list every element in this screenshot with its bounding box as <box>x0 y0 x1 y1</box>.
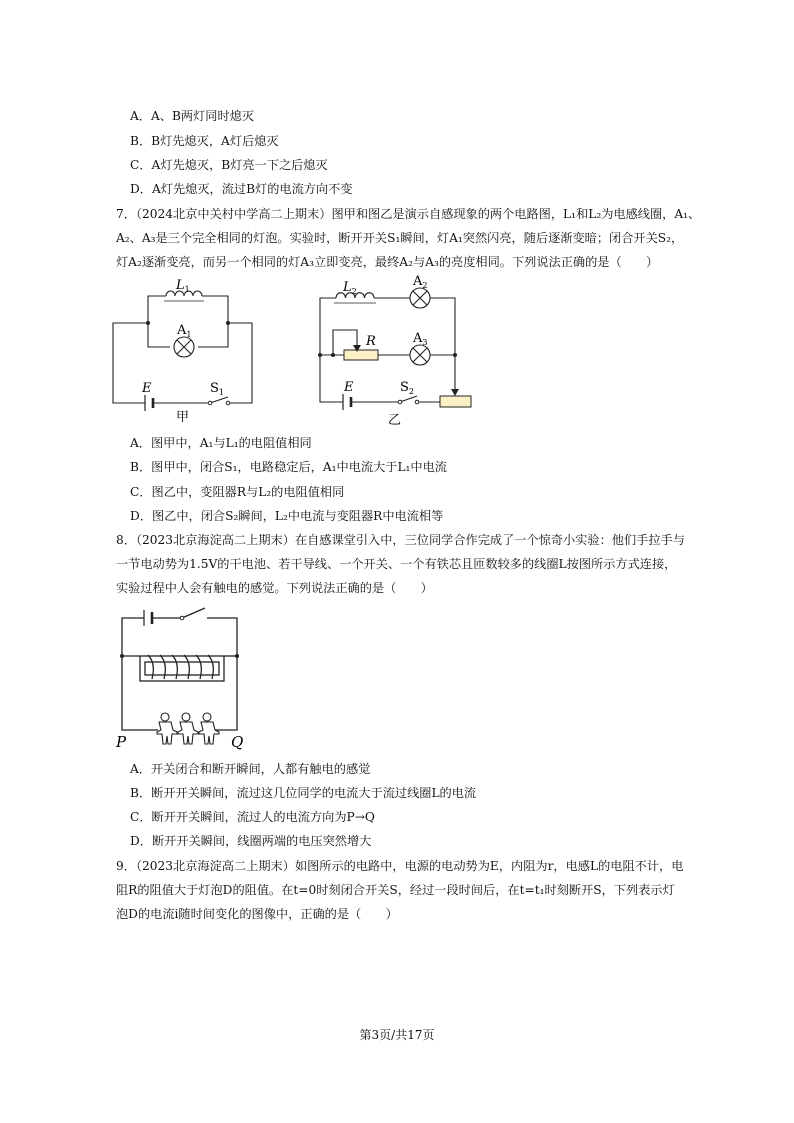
q8-source: （2023北京海淀高二上期末） <box>135 533 295 547</box>
q8-option-a: A．开关闭合和断开瞬间，人都有触电的感觉 <box>130 762 371 776</box>
q8-option-d: D．断开开关瞬间，线圈两端的电压突然增大 <box>130 834 372 848</box>
q8-label-q: Q <box>231 733 244 751</box>
q8-label-p: P <box>116 733 127 751</box>
q8-stem-line-2: 一节电动势为1.5V的干电池、若干导线、一个开关、一个有铁芯且匝数较多的线圈L按图所示方式连接， <box>116 557 677 571</box>
q8-stem-1: 在自感课堂引入中，三位同学合作完成了一个惊奇小实验：他们手拉手与 <box>294 533 685 547</box>
q6-option-a: A．A、B两灯同时熄灭 <box>130 109 255 123</box>
q9-stem-line-2: 阻R的阻值大于灯泡D的阻值。在t=0时刻闭合开关S，经过一段时间后，在t=t₁时刻断开S，下列表示灯 <box>116 883 675 897</box>
q7-option-c: C．图乙中，变阻器R与L₂的电阻值相同 <box>130 485 345 499</box>
q8-option-b: B．断开开关瞬间，流过这几位同学的电流大于流过线圈L的电流 <box>130 786 477 800</box>
yi-switch-label: $S_2$ <box>400 380 414 396</box>
yi-caption: 乙 <box>388 413 402 428</box>
q9-source: （2023北京海淀高二上期末） <box>135 859 295 873</box>
yi-lamp-a2-label: $A_2$ <box>413 274 428 290</box>
q7-option-d: D．图乙中，闭合S₂瞬间，L₂中电流与变阻器R中电流相等 <box>130 509 444 523</box>
q9-stem-line-1 <box>116 858 683 874</box>
q8-option-c: C．断开开关瞬间，流过人的电流方向为P→Q <box>130 810 375 824</box>
q7-source: （2024北京中关村中学高二上期末） <box>135 207 332 221</box>
q8-stem-line-3: 实验过程中人会有触电的感觉。下列说法正确的是（ ） <box>116 581 433 595</box>
q9-stem-line-3: 泡D的电流i随时间变化的图像中，正确的是（ ） <box>116 907 398 921</box>
yi-coil-label: $L_2$ <box>343 280 357 296</box>
jia-coil-label: $L_1$ <box>176 278 190 294</box>
q6-option-c: C．A灯先熄灭，B灯亮一下之后熄灭 <box>130 158 328 172</box>
q7-stem-1: 图甲和图乙是演示自感现象的两个电路图，L₁和L₂为电感线圈，A₁、 <box>331 207 701 221</box>
q6-option-d: D．A灯先熄灭，流过B灯的电流方向不变 <box>130 182 353 196</box>
jia-caption: 甲 <box>176 410 190 425</box>
q8-number: 8． <box>116 533 136 547</box>
yi-battery-label: E <box>344 380 354 395</box>
page-footer: 第3页/共17页 <box>359 1028 435 1042</box>
jia-switch-label: $S_1$ <box>210 381 224 397</box>
jia-lamp-label: $A_1$ <box>177 323 192 339</box>
q9-number: 9． <box>116 859 136 873</box>
q7-stem-line-3: 灯A₂逐渐变亮，而另一个相同的灯A₃立即变亮，最终A₂与A₃的亮度相同。下列说法正确的是（ ） <box>116 255 659 269</box>
q7-option-b: B．图甲中，闭合S₁，电路稳定后，A₁中电流大于L₁中电流 <box>130 460 447 474</box>
jia-battery-label: E <box>142 381 152 396</box>
q6-option-b: B．B灯先熄灭，A灯后熄灭 <box>130 134 279 148</box>
yi-rheostat-label: R <box>366 334 376 349</box>
people-icon <box>157 713 219 744</box>
q7-option-a: A．图甲中，A₁与L₁的电阻值相同 <box>130 436 312 450</box>
q7-number: 7． <box>116 207 136 221</box>
q9-stem-1: 如图所示的电路中，电源的电动势为E，内阻为r，电感L的电阻不计，电 <box>294 859 684 873</box>
yi-lamp-a3-label: $A_3$ <box>413 331 428 347</box>
q7-stem-line-2: A₂、A₃是三个完全相同的灯泡。实验时，断开开关S₁瞬间，灯A₁突然闪亮，随后逐渐变暗；闭合开关S₂， <box>116 231 684 245</box>
